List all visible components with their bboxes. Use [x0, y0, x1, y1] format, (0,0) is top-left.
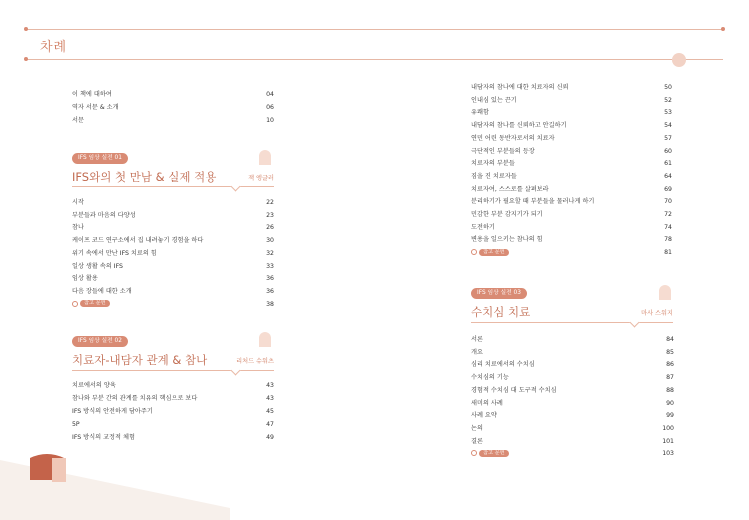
toc-entry	[72, 272, 274, 285]
toc-entry-label: 시작	[72, 199, 84, 206]
toc-entry	[72, 88, 274, 101]
section2-underline	[72, 370, 274, 371]
references-label	[72, 298, 110, 311]
toc-entry-page: 45	[266, 408, 274, 415]
toc-entry-page: 43	[266, 382, 274, 389]
toc-entry-page: 87	[666, 374, 674, 382]
section2-underline-notch	[231, 366, 241, 376]
toc-entry-label: 위기 속에서 만난 IFS 치료의 힘	[72, 249, 157, 257]
toc-entry-label: 이 책에 대하여	[72, 91, 112, 98]
toc-entry	[471, 94, 672, 107]
section1-underline-notch	[231, 182, 241, 192]
section1-author: 잭 엥글러	[248, 175, 274, 182]
toc-entry-label: 내담자의 참나에 대한 치료자의 신뢰	[471, 84, 569, 91]
toc-entry-page: 54	[664, 122, 672, 130]
toc-entry-page: 32	[266, 249, 274, 257]
references-badge: 참고 문헌	[479, 450, 509, 457]
toc-entry-page: 50	[664, 84, 672, 91]
toc-entry	[72, 196, 274, 209]
references-badge: 참고 문헌	[479, 249, 509, 256]
toc-entry	[471, 358, 674, 371]
toc-entry	[72, 221, 274, 234]
toc-entry-page: 74	[664, 223, 672, 231]
toc-entry	[471, 106, 672, 119]
toc-entry-label: 내담자의 참나를 신뢰하고 안길하기	[471, 122, 567, 130]
references-entry	[471, 447, 674, 460]
toc-entry-page: 57	[664, 134, 672, 142]
circle-icon	[72, 301, 78, 307]
toc-entry-page: 43	[266, 395, 274, 402]
toc-entry	[471, 346, 674, 359]
toc-entry	[471, 371, 674, 384]
section3-arch-shape	[659, 285, 671, 300]
toc-entry	[72, 247, 274, 260]
toc-entry	[471, 183, 672, 196]
toc-entry-label: 결론	[471, 437, 483, 445]
toc-entry-label: 다음 장들에 대한 소개	[72, 287, 132, 295]
toc-entry	[72, 114, 274, 127]
toc-entry-page: 61	[664, 160, 672, 168]
toc-entry-label: 역자 서문 & 소개	[72, 104, 119, 111]
toc-entry-label: 부분들과 마음의 다양성	[72, 211, 136, 219]
toc-entry-label: 극단적인 부분들의 등장	[471, 147, 535, 155]
toc-entry-page: 49	[266, 434, 274, 441]
toc-entry-label: 수치심의 기능	[471, 374, 509, 382]
toc-entry-label: 참나	[72, 224, 84, 232]
toc-entry	[72, 392, 274, 405]
toc-entry-label: 치료에서의 양육	[72, 382, 116, 389]
toc-entry-page: 22	[266, 199, 274, 206]
toc-entry-page: 84	[666, 336, 674, 343]
toc-entry-page: 78	[664, 236, 672, 244]
toc-entry	[471, 157, 672, 170]
toc-entry-label: 변용을 일으키는 참나의 힘	[471, 236, 543, 244]
toc-entry-label: 민감한 부분 감지기가 되기	[471, 211, 543, 218]
toc-entry-page: 72	[664, 211, 672, 218]
references-page: 81	[664, 249, 672, 257]
corner-decoration	[0, 440, 230, 520]
toc-entry	[471, 422, 674, 435]
header-rule-top	[26, 29, 723, 30]
toc-entry-label: 서론	[471, 336, 483, 343]
section3-author: 마사 스워지	[641, 310, 673, 317]
toc-entry-label: 서문	[72, 117, 84, 124]
toc-entry	[72, 209, 274, 222]
toc-entry-label: 사례 요약	[471, 412, 497, 420]
toc-entry-page: 33	[266, 262, 274, 270]
references-label	[471, 447, 509, 460]
toc-entry	[471, 195, 672, 208]
toc-entry-page: 36	[266, 275, 274, 283]
toc-entry-page: 86	[666, 361, 674, 369]
section1-title: IFS와의 첫 만남 & 실제 적용	[72, 170, 217, 184]
section1-underline	[72, 186, 274, 187]
circle-icon	[471, 249, 477, 255]
toc-entry-label: IFS 방식의 안전하게 담아주기	[72, 408, 153, 415]
toc-entry	[471, 145, 672, 158]
section2-badge: IFS 임상 실전 02	[72, 336, 128, 347]
toc-entry-page: 52	[664, 96, 672, 104]
toc-entry-label: 논의	[471, 424, 483, 432]
section3-badge: IFS 임상 실전 03	[471, 288, 527, 299]
section2-arch-shape	[259, 332, 271, 347]
toc-entry-page: 26	[266, 224, 274, 232]
toc-entry-page: 100	[662, 424, 674, 432]
toc-entry-page: 101	[662, 437, 674, 445]
toc-entry-page: 04	[266, 91, 274, 98]
toc-entry-label: 치료자의 부분들	[471, 160, 515, 168]
toc-entry	[471, 409, 674, 422]
page-title: 차례	[40, 40, 68, 55]
toc-entry-label: 심리 치료에서의 수치심	[471, 361, 535, 369]
toc-entry-label: IFS 방식의 교정적 체험	[72, 434, 135, 441]
toc-entry-label: 치료자여, 스스로를 살펴보라	[471, 185, 549, 193]
toc-entry-page: 90	[666, 399, 674, 407]
toc-entry-label: 인내심 있는 끈기	[471, 96, 517, 104]
toc-entry	[72, 260, 274, 273]
toc-entry	[72, 379, 274, 392]
toc-entry-label: 분리하기가 필요할 때 부분들을 물러나게 하기	[471, 198, 595, 206]
toc-entry	[72, 101, 274, 114]
toc-entry	[471, 397, 674, 410]
toc-entry	[72, 405, 274, 418]
toc-entry	[471, 435, 674, 448]
references-entry	[471, 246, 672, 259]
toc-entry-page: 64	[664, 172, 672, 180]
section3-underline-notch	[630, 318, 640, 328]
section2-title: 치료자-내담자 관계 & 참나	[72, 353, 208, 367]
toc-entry-page: 47	[266, 421, 274, 428]
toc-entry	[471, 170, 672, 183]
rule-dot-right	[721, 27, 725, 31]
toc-entry-label: 5P	[72, 421, 80, 428]
toc-entry-page: 88	[666, 386, 674, 394]
toc-entry	[471, 132, 672, 145]
references-page: 103	[662, 450, 674, 458]
toc-entry-label: 케이프 코드 연구소에서 집 내려놓기 경험을 하다	[72, 237, 204, 245]
references-badge: 참고 문헌	[80, 300, 110, 307]
references-label	[471, 246, 509, 259]
toc-entry-page: 99	[666, 412, 674, 420]
toc-entry-page: 36	[266, 287, 274, 295]
toc-entry-page: 85	[666, 348, 674, 356]
references-entry	[72, 298, 274, 311]
toc-entry	[471, 333, 674, 346]
rule-dot-left-2	[24, 57, 28, 61]
section2-author: 리처드 슈워츠	[236, 358, 274, 365]
section1-badge: IFS 임상 실전 01	[72, 153, 128, 164]
references-page: 38	[266, 300, 274, 308]
toc-entry-label: 짐을 진 치료자들	[471, 172, 517, 180]
section3-underline	[471, 322, 673, 323]
toc-entry	[471, 81, 672, 94]
toc-entry-label: 일상 생활 속의 IFS	[72, 262, 123, 270]
section1-arch-shape	[259, 150, 271, 165]
toc-entry-page: 06	[266, 104, 274, 111]
toc-entry	[471, 233, 672, 246]
toc-entry	[72, 285, 274, 298]
toc-entry-page: 23	[266, 211, 274, 219]
header-rule-bottom	[26, 59, 723, 60]
toc-entry-label: 연민 어린 동반자로서의 치료자	[471, 134, 555, 142]
toc-entry	[471, 221, 672, 234]
toc-entry-label: 참나와 부분 간의 관계를 치유의 핵심으로 보다	[72, 395, 198, 402]
toc-entry-page: 30	[266, 237, 274, 245]
toc-entry	[471, 384, 674, 397]
toc-entry-page: 60	[664, 147, 672, 155]
toc-entry-page: 53	[664, 109, 672, 117]
circle-icon	[471, 450, 477, 456]
toc-entry-label: 개요	[471, 348, 483, 356]
decorative-circle	[672, 53, 686, 67]
toc-entry	[72, 418, 274, 431]
toc-entry	[72, 234, 274, 247]
toc-entry-label: 도전하기	[471, 223, 495, 231]
toc-entry-page: 10	[266, 117, 274, 124]
toc-entry-label: 임상 활용	[72, 275, 98, 283]
rule-dot-left	[24, 27, 28, 31]
toc-entry-label: 새미의 사례	[471, 399, 503, 407]
section3-title: 수치심 치료	[471, 305, 531, 319]
toc-entry-page: 70	[664, 198, 672, 206]
toc-entry	[471, 208, 672, 221]
toc-entry-label: 유쾌함	[471, 109, 489, 117]
toc-entry-page: 69	[664, 185, 672, 193]
toc-entry-label: 경험적 수치심 대 도구적 수치심	[471, 386, 557, 394]
toc-entry	[471, 119, 672, 132]
